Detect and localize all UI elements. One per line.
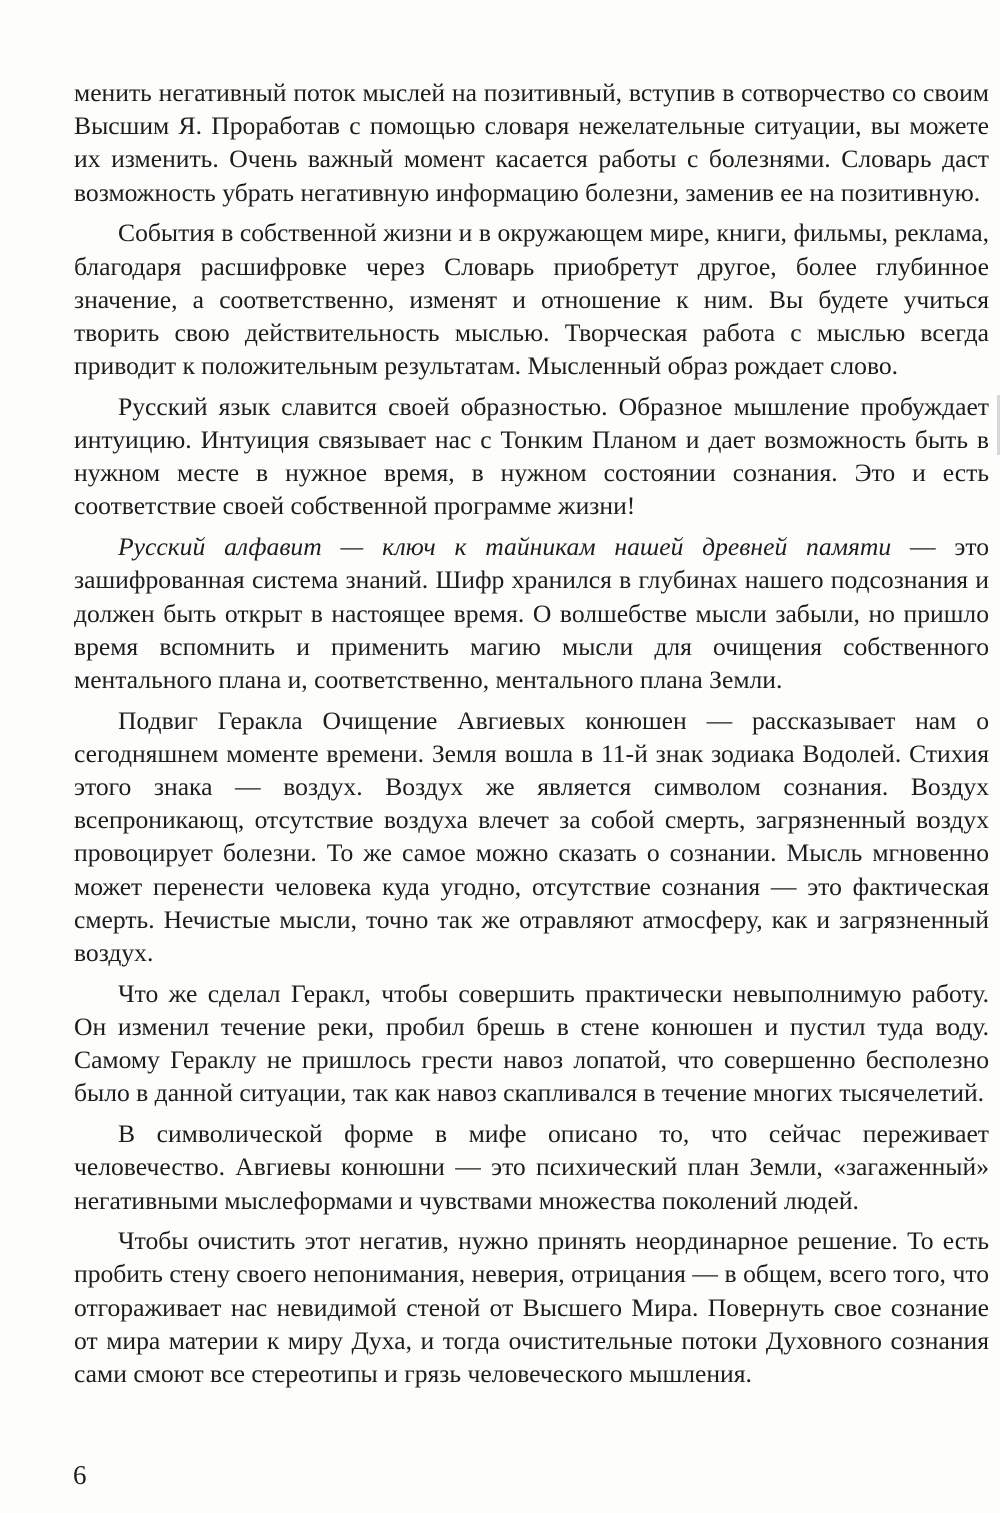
paragraph-3 [74,390,989,523]
paragraph-1 [74,76,989,209]
paragraph-8-text: Чтобы очистить этот негатив, нужно принять неординарное решение. То есть пробить стену своего непонимания, неверия, отрицания — в общем, всего того, что отгораживает нас невидимой стеной от Высшего Мира. Повернуть свое сознание от мира материи к миру Духа, и тогда очистительные потоки Духовного сознания сами смоют все стереотипы и грязь человеческого мышления. [74,1226,989,1389]
paragraph-4-text: — это зашифрованная система знаний. Шифр хранился в глубинах нашего подсознания и должен быть открыт в настоящее время. О волшебстве мысли забыли, но пришло время вспомнить и применить магию мысли для очищения собственного ментального плана и, соответственно, ментального плана Земли. [74,532,989,694]
paragraph-4-italic-phrase: Русский алфавит — ключ к тайникам нашей древней памяти [118,532,892,562]
paragraph-1-text: менить негативный поток мыслей на позитивный, вступив в сотворчество со своим Высшим Я. Проработав с помощью словаря нежелательные ситуации, вы можете их изменить. Очень важный момент касается работы с болезнями. Словарь даст возможность убрать негативную информацию болезни, заменив ее на позитивную. [74,78,989,207]
paragraph-7 [74,1117,989,1217]
paragraph-5-text: Подвиг Геракла Очищение Авгиевых конюшен — рассказывает нам о сегодняшнем моменте времени. Земля вошла в 11-й знак зодиака Водолей. Стихия этого знака — воздух. Воздух же является символом сознания. Воздух всепроникающ, отсутствие воздуха влечет за собой смерть, загрязненный воздух провоцирует болезни. То же самое можно сказать о сознании. Мысль мгновенно может перенести человека куда угодно, отсутствие сознания — это фактическая смерть. Нечистые мысли, точно так же отравляют атмосферу, как и загрязненный воздух. [74,705,989,968]
paragraph-2-text: События в собственной жизни и в окружающем мире, книги, фильмы, реклама, благодаря расшифровке через Словарь приобретут другое, более глубинное значение, а соответственно, изменят и отношение к ним. Вы будете учиться творить свою действительность мыслью. Творческая работа с мыслью всегда приводит к положительным результатам. Мысленный образ рождает слово. [74,218,989,381]
paragraph-3-text: Русский язык славится своей образностью. Образное мышление пробуждает интуицию. Интуиция связывает нас с Тонким Планом и дает возможность быть в нужном месте в нужное время, в нужном состоянии сознания. Это и есть соответствие своей собственной программе жизни! [74,391,989,521]
paragraph-8 [74,1224,989,1390]
paragraph-5 [74,704,989,970]
page-number: 6 [73,1460,87,1490]
paragraph-6-text: Что же сделал Геракл, чтобы совершить практически невыполнимую работу. Он изменил течение реки, пробил брешь в стене конюшен и пустил туда воду. Самому Гераклу не пришлось грести навоз лопатой, что совершенно бесполезно было в данной ситуации, так как навоз скапливался в течение многих тысячелетий. [74,978,989,1108]
paragraph-2 [74,216,989,382]
paragraph-4 [74,530,989,696]
paragraph-6 [74,977,989,1110]
paragraph-7-text: В символической форме в мифе описано то, что сейчас переживает человечество. Авгиевы конюшни — это психический план Земли, «загаженный» негативными мыслеформами и чувствами множества поколений людей. [74,1119,989,1215]
body-text [74,76,989,1398]
